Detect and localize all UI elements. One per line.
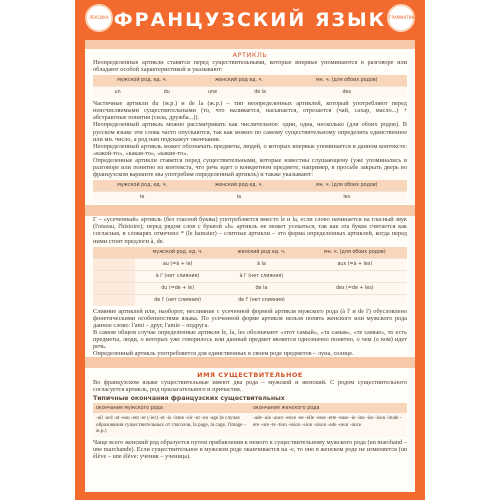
table3-cell: à la [220,258,302,270]
table1-cell: des [286,87,407,99]
card [75,0,425,500]
context-paragraph: Неопределенный артикль может обозначать предметы, людей, о которых впервые упоминается в данном контексте: «какой-то», «какая-то», «какие-то». [93,142,407,157]
content-page [85,40,415,492]
meaning-paragraph: В самом общем случае определенные артикли le, la, les обозначают «этот самый», «та самая», «те самые», то есть предметы, люди, о которых уже говорилось или данный предмет является однозначно понятно, о чем (о ком) идет речь. [93,328,407,351]
table3-cell: de l' (нет слияния) [220,294,302,306]
fem-endings: -ade -aie -ance -ence -ee -elle -esse -ette -euse -ie -ine -ise -ison -itude -ere -ure -te -tion -ssion -sion -aison -ade -oeur -ance [250,413,407,436]
table3-header-empty [93,247,135,259]
endings-title: Типичные окончания французских существительных [93,395,285,403]
feminine-formation-paragraph: Чаще всего женский род образуется путем прибавления к немого к существительному мужского рода (un marchand – une marchande). Если существительное в мужском роде оканчивается на -е, то оно в женском роде не изменяется (un élève – une élève: ученик – ученица). [93,438,407,460]
table3-cell: à l' (нет слияния) [220,270,302,282]
table1-cell: une [191,87,233,99]
table3-cell: du (=de + le) [135,282,220,294]
table3-cell: de la [220,282,302,294]
noun-section-title: ИМЯ СУЩЕСТВИТЕЛЬНОЕ [197,371,303,380]
noun-band [85,357,415,368]
partitive-paragraph: Частичные артикли du (м.р.) и de la (ж.р.) – тип неопределенных артиклей, который употребляют перед неисчисляемыми существительными (то, что наливается, насыпается, отрезается (чай, сахар, масло...) + абстрактные понятия (сила, дружба...)). [93,100,407,122]
table2-cell: les [286,192,407,204]
table3-cell: aux (=à + les) [303,258,407,270]
table1-cell: de la [234,87,287,99]
unique-paragraph: Определенный артикль употребляется для единственных в своем роде предметов – луна, солнце. [93,350,354,358]
right-seal-icon [387,4,418,32]
table3-header-fem: женский род ед. ч. [220,247,302,259]
header [75,0,425,36]
table2-header-plural: мн. ч. (для обоих родов) [286,180,407,192]
article-intro: Неопределенные артикли ставятся перед существительными, которые впервые упоминаются в разговоре или обладают особой характеристикой и указывают: [93,59,407,74]
table1-header-fem: женский род ед. ч. [191,75,286,87]
table3-cell [303,294,407,306]
definite-article-table [93,180,407,203]
table3-row-label [93,294,135,306]
table2-cell: le [93,192,191,204]
table3-cell: de l' (нет слияния) [135,294,220,306]
endings-header-fem: окончания женского рода [250,403,407,413]
article-section-title: АРТИКЛЬ [232,51,268,59]
noun-intro: Во французском языке существительные имеют два рода – мужской и женский. С родом существительного согласуется артикль, род прилагательного и причастия. [93,379,407,394]
numeral-paragraph: Неопределенный артикль можно рассматривать как числительное: один, одна, несколько (для обоих родов). В русском языке эти слова часто опускаются, так как можно по самому существительному определить единственное или мн. число, а род нам подскажут окончания. [93,121,407,143]
masc-endings: -ail -ard -at -eau -ent -er (-ier) -et -is -isme -oir -ot -on -age (в случае образования существительных от глаголов, la page, la cage, l'image – ж.р.) [93,413,250,436]
table2-header-fem: женский род ед. ч. [191,180,286,192]
table1-cell: du [142,87,191,99]
table1-header-masc: мужской род, ед. ч. [93,75,191,87]
definite-paragraph: Определенные артикли ставятся перед существительными, которые известны слушающему (уже упоминались в разговоре или понятно из контекста, что речь идет о конкретном предмете; например, в просьбе закрыть дверь во французском варианте мы употребим определенный артикль) и также указывают: [93,156,407,179]
top-band [85,40,415,49]
table3-row-label [93,270,135,282]
endings-header-masc: окончания мужского рода [93,403,250,413]
contracted-article-table [93,247,407,306]
table3-cell: des (=de + les) [303,282,407,294]
table3-cell: à l' (нет слияния) [135,270,220,282]
table2-header-masc: мужской род, ед. ч. [93,180,191,192]
merge-paragraph: Слияние артиклей или, наоборот, неслияние с усеченной формой артикля мужского рода (à l' и de l') обусловлено фонетическими особенностями языка. По усеченной форме артикля нельзя понять женского или мужского рода данное слово: l'ami – друг, l'amie – подруга. [93,307,407,329]
table3-cell [303,270,407,282]
right-seal-label: ГРАММАТИКА [389,15,418,20]
table3-row-label [93,282,135,294]
elision-paragraph: Г – «усеченный» артикль (без гласной буквы) употребляется вместо le и la, если слово начинается на гласный звук (l'oiseau, l'histoire); перед рядом слов с буквой «h» артикль не может усекаться, так как эта буква считается как согласная, в словарях отмечено * (le hamster) – слитные артикли – это форма определенных артиклей, когда перед ними стоят предлоги à, de. [93,216,407,245]
table1-header-plural: мн. ч. (для обоих родов) [286,75,407,87]
page-title: ФРАНЦУЗСКИЙ ЯЗЫК [113,9,387,31]
table1-cell: un [93,87,142,99]
mid-band [85,205,415,216]
table3-header-plural: мн. ч. (для обоих родов) [303,247,407,259]
table3-header-masc: мужской род, ед. ч. [135,247,220,259]
endings-table [93,403,407,436]
left-seal-label: ЛЕКСИКА [89,15,109,20]
table2-cell: la [191,192,286,204]
table3-row-label [93,258,135,270]
table3-cell: au (=à + le) [135,258,220,270]
indefinite-article-table [93,75,407,98]
